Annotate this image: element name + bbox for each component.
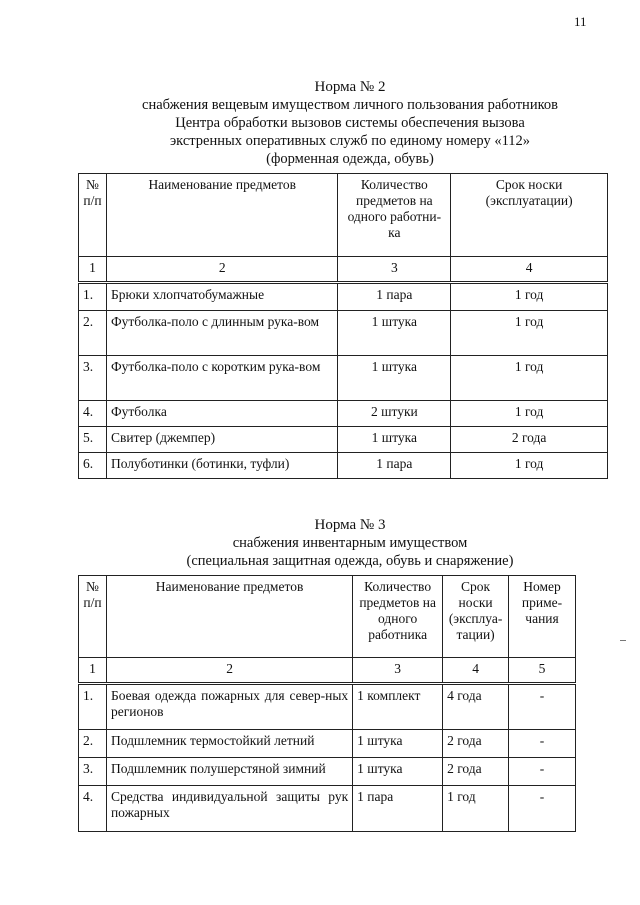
table-row (79, 453, 608, 479)
column-number-row (79, 257, 608, 283)
item-quantity: 1 пара (338, 283, 451, 311)
header-cell: № п/п (79, 174, 107, 257)
norm3-subtitle-line2: (специальная защитная одежда, обувь и снаряжение) (186, 553, 514, 569)
header-cell: Номер приме-чания (509, 576, 576, 658)
column-number: 4 (443, 658, 509, 684)
row-number: 1. (79, 283, 107, 311)
column-number: 2 (106, 257, 337, 283)
table-row (79, 786, 576, 832)
header-cell: Количество предметов на одного работни-ка (338, 174, 451, 257)
table-row (79, 401, 608, 427)
column-number: 3 (338, 257, 451, 283)
header-cell: Срок носки (эксплуатации) (451, 174, 608, 257)
row-number: 3. (79, 356, 107, 401)
item-name: Свитер (джемпер) (106, 427, 337, 453)
item-name: Брюки хлопчатобумажные (106, 283, 337, 311)
table-header-row (79, 174, 608, 257)
item-name: Боевая одежда пожарных для север-ных регионов (106, 684, 352, 730)
item-term: 1 год (443, 786, 509, 832)
header-cell: Наименование предметов (106, 174, 337, 257)
item-name: Средства индивидуальной защиты рук пожарных (106, 786, 352, 832)
norm2-heading (70, 78, 630, 168)
item-term: 1 год (451, 401, 608, 427)
item-note: - (509, 730, 576, 758)
norm3-table (78, 575, 576, 832)
row-number: 2. (79, 311, 107, 356)
page-number: 11 (574, 14, 587, 29)
column-number: 2 (106, 658, 352, 684)
item-name: Футболка-поло с коротким рука-вом (106, 356, 337, 401)
table-row (79, 684, 576, 730)
column-number: 1 (79, 658, 107, 684)
column-number: 4 (451, 257, 608, 283)
column-number: 5 (509, 658, 576, 684)
item-name: Футболка-поло с длинным рука-вом (106, 311, 337, 356)
item-term: 1 год (451, 283, 608, 311)
column-number-row (79, 658, 576, 684)
item-name: Футболка (106, 401, 337, 427)
item-quantity: 1 комплект (353, 684, 443, 730)
norm2-table (78, 173, 608, 479)
item-name: Подшлемник полушерстяной зимний (106, 758, 352, 786)
norm2-subtitle-line1: снабжения вещевым имуществом личного пользования работников (142, 97, 558, 113)
item-quantity: 1 пара (338, 453, 451, 479)
item-quantity: 2 штуки (338, 401, 451, 427)
header-cell: Количество предметов на одного работника (353, 576, 443, 658)
column-number: 1 (79, 257, 107, 283)
table-header-row (79, 576, 576, 658)
table-row (79, 730, 576, 758)
item-term: 2 года (443, 730, 509, 758)
item-term: 1 год (451, 311, 608, 356)
item-term: 2 года (451, 427, 608, 453)
item-term: 2 года (443, 758, 509, 786)
item-term: 1 год (451, 453, 608, 479)
table-row (79, 427, 608, 453)
item-quantity: 1 пара (353, 786, 443, 832)
table-row (79, 356, 608, 401)
item-note: - (509, 684, 576, 730)
row-number: 5. (79, 427, 107, 453)
row-number: 3. (79, 758, 107, 786)
item-note: - (509, 758, 576, 786)
table-row (79, 311, 608, 356)
norm3-subtitle-line1: снабжения инвентарным имуществом (232, 535, 468, 551)
column-number: 3 (353, 658, 443, 684)
item-name: Полуботинки (ботинки, туфли) (106, 453, 337, 479)
row-number: 1. (79, 684, 107, 730)
norm2-subtitle-line2: Центра обработки вызовов системы обеспечения вызова (175, 115, 525, 131)
item-term: 1 год (451, 356, 608, 401)
norm2-subtitle-line4: (форменная одежда, обувь) (266, 151, 434, 167)
item-quantity: 1 штука (353, 758, 443, 786)
margin-mark (620, 640, 626, 641)
header-cell: Наименование предметов (106, 576, 352, 658)
table-row (79, 758, 576, 786)
row-number: 4. (79, 786, 107, 832)
row-number: 2. (79, 730, 107, 758)
table-row (79, 283, 608, 311)
row-number: 4. (79, 401, 107, 427)
item-quantity: 1 штука (338, 427, 451, 453)
norm3-title: Норма № 3 (314, 517, 386, 533)
header-cell: № п/п (79, 576, 107, 658)
item-term: 4 года (443, 684, 509, 730)
item-quantity: 1 штука (338, 356, 451, 401)
item-note: - (509, 786, 576, 832)
norm2-subtitle-line3: экстренных оперативных служб по единому номеру «112» (169, 133, 531, 149)
item-quantity: 1 штука (353, 730, 443, 758)
header-cell: Срок носки (эксплуа-тации) (443, 576, 509, 658)
item-name: Подшлемник термостойкий летний (106, 730, 352, 758)
norm3-heading (70, 516, 630, 570)
item-quantity: 1 штука (338, 311, 451, 356)
row-number: 6. (79, 453, 107, 479)
norm2-title: Норма № 2 (314, 79, 386, 95)
